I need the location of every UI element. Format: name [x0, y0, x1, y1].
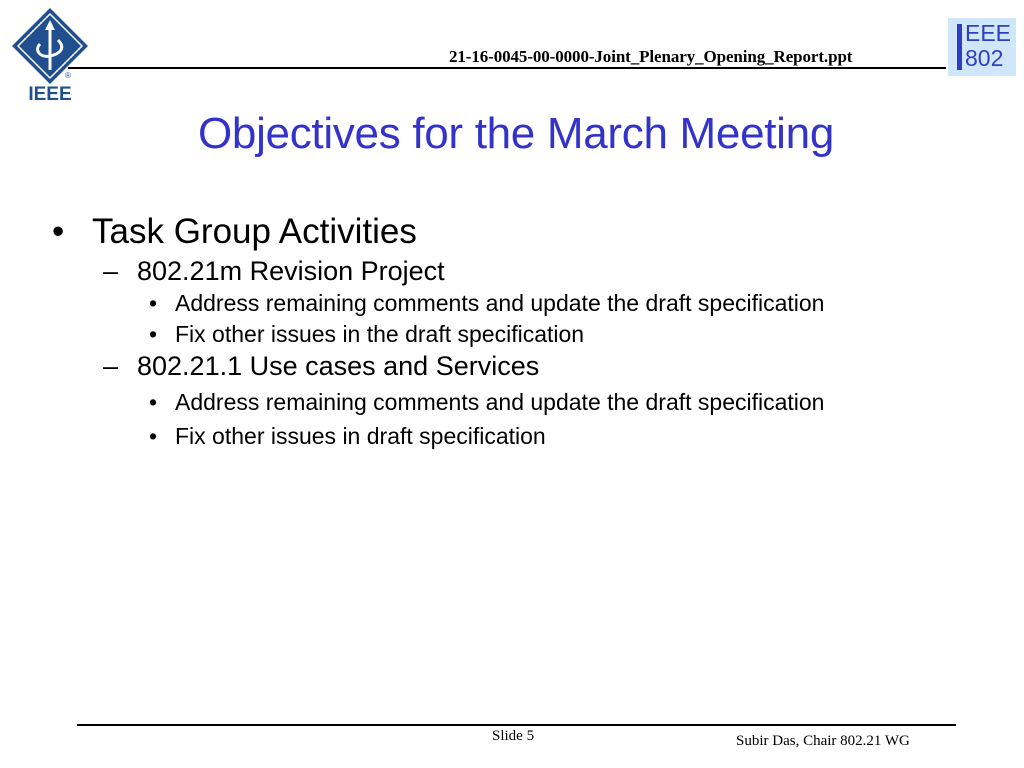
bullet-icon: • — [149, 290, 158, 316]
badge-line2: 802 — [965, 45, 1004, 71]
bullet-icon: • — [149, 423, 158, 449]
bullet-level-3: Fix other issues in draft specification — [175, 423, 546, 449]
bullet-icon: • — [52, 212, 65, 251]
bullet-level-3: Fix other issues in the draft specification — [175, 321, 585, 347]
slide-title: Objectives for the March Meeting — [197, 109, 834, 158]
bullet-level-2: 802.21m Revision Project — [137, 256, 445, 286]
bullet-level-3: Address remaining comments and update the draft specification — [175, 290, 825, 316]
svg-text:®: ® — [65, 71, 71, 80]
dash-icon: – — [103, 351, 119, 381]
footer-rule — [77, 724, 956, 726]
badge-bar — [957, 24, 962, 70]
bullet-level-2: 802.21.1 Use cases and Services — [137, 351, 540, 381]
bullet-level-3: Address remaining comments and update the draft specification — [175, 389, 825, 415]
svg-text:IEEE: IEEE — [28, 84, 72, 104]
document-id: 21-16-0045-00-0000-Joint_Plenary_Opening_Report.ppt — [449, 47, 853, 66]
badge-line1: EEE — [965, 20, 1012, 46]
ieee-diamond-icon — [10, 6, 90, 104]
slide-number: Slide 5 — [492, 728, 535, 744]
ieee-logo — [10, 6, 90, 104]
bullet-level-1: Task Group Activities — [92, 212, 417, 251]
footer-author: Subir Das, Chair 802.21 WG — [736, 733, 910, 749]
bullet-icon: • — [149, 389, 158, 415]
header-rule — [68, 67, 946, 69]
bullet-icon: • — [149, 321, 158, 347]
dash-icon: – — [103, 256, 119, 286]
ieee-802-badge — [948, 18, 1016, 76]
